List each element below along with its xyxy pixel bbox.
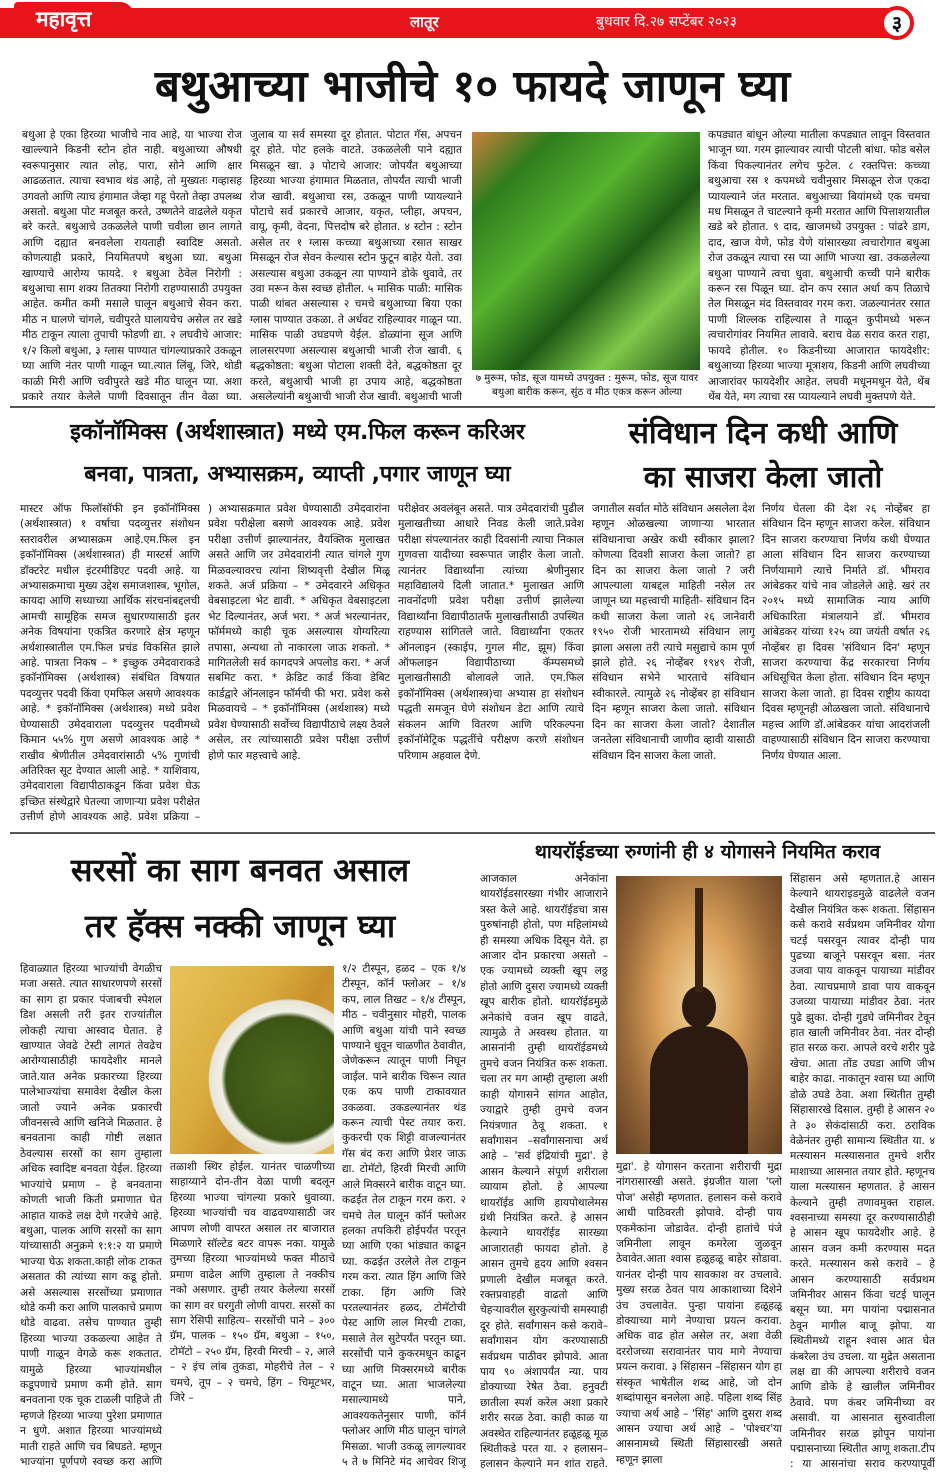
thyroid-column-2: मुद्रा'. हे योगासन करताना शरीराची मुद्रा नांगरासारखी असते. इंग्रजीत याला 'प्लो पोज' असेही म्हणतात. हलासन कसे करावे आधी पाठिवरती झोपावे. दोन्ही पाय एकमेकांना जोडावेत. दोन्ही हातांचे पंजे जमिनीला लावून कमरेला जुळवून ठेवावेत.आता श्वास हळूहळू बाहेर सोडावा. यानंतर दोन्ही पाय सावकाश वर उचलावे. मुख्य सरळ ठेवत पाय आकाशाच्या दिशेने उंच उचलावेत. पुन्हा पायांना हळूहळू डोक्याच्या मागे नेण्याचा प्रयत्न करावा. अधिक वाढ होत असेल तर, अशा वेळी दररोजच्या सरावानंतर पाय मागे नेण्याचा प्रयत्न करावा. ३ सिंहासन –सिंहासन योग हा संस्कृत भाषेतील शब्द आहे, जो दोन शब्दांपासून बनलेला आहे. पहिला शब्द सिंह ज्याचा अर्थ आहे – 'सिंह' आणि दुसरा शब्द आसन ज्याचा अर्थ आहे – 'पोश्चर'या आसनामध्ये स्थिती सिंहासारखी असते म्हणून झाला xyxy=(616,1161,782,1466)
issue-date: बुधवार दि.२७ सप्टेंबर २०२३ xyxy=(596,14,737,30)
sarson-column-1: हिवाळ्यात हिरव्या भाज्यांची वेगळीच मजा असते. त्यात साधारणपणे सरसों का साग हा प्रकार पंजाबची स्पेशल डिश असली तरी इतर राज्यांतील लोकही त्याचा आस्वाद घेतात. हे खाण्यात जेवढे टेस्टी लागतं तेवढेच आरोग्यासाठीही फायदेशीर मानले जाते.यात अनेक प्रकारच्या हिरव्या पालेभाज्यांचा समावेश देखील केला जातो ज्याने अनेक प्रकारची जीवनसत्त्वे आणि खनिजे मिळतात. हे बनवताना काही गोष्टी लक्षात ठेवल्यास सरसों का साग तुम्हाला अधिक स्वादिष्ट बनवता येईल. हिरव्या भाज्यांचे प्रमाण – हे बनवताना कोणती भाजी किती प्रमाणात घेत आहात याकडे लक्ष देणे गरजेचे आहे. बथुआ, पालक आणि सरसों का साग यांच्यासाठी अनुक्रमे १:१:२ या प्रमाणे भाज्या घेऊ शकता.काही लोक टाकत असतात की त्यांच्या साग कडू होतो. असे असल्यास सरसोंच्या प्रमाणात थोडे कमी करा आणि पालकाचे प्रमाण थोडे वाढवा. तसेच पाण्यात तुम्ही हिरव्या भाज्या उकळल्या आहेत ते पाणी गाळून वेगळे करू शकतात. यामुळे हिरव्या भाज्यांमधील कडूपणाचे प्रमाण कमी होते. साग बनवताना एक चूक टाळली पाहिजे ती म्हणजे हिरव्या भाज्या पुरेशा प्रमाणात न धुणे. अशात हिरव्या भाज्यांमध्ये माती राहते आणि चव बिघडते. म्हणून भाज्यांना पूर्णपणे स्वच्छ करा आणि xyxy=(20,963,162,1468)
bathua-column-3: ७ मुरूम, फोड, सूज यामध्ये उपयुक्त : मुरूम, फोड, सूज यावर बथुआ बारीक करून, सुंठ व मीठ एकत्र करून ओल्या xyxy=(475,373,699,398)
samvidhan-column-2: निर्णय घेतला की देश २६ नोव्हेंबर हा संविधान दिन म्हणून साजरा करेल. संविधान दिन साजरा करण्याचा निर्णय कधी घेण्यात आला संविधान दिन साजरा करण्याच्या निर्णयामागे त्याचे निर्माते डॉ. भीमराव आंबेडकर यांचे नाव जोडलेले आहे. खरं तर २०१५ मध्ये सामाजिक न्याय आणि अधिकारिता मंत्रालयाने डॉ. भीमराव आंबेडकर यांच्या १२५ व्या जयंती वर्षात २६ नोव्हेंबर हा दिवस 'संविधान दिन' म्हणून साजरा करण्याचा केंद्र सरकारचा निर्णय अधिसूचित केला होता. संविधान दिन म्हणून साजरा केला जातो. हा दिवस राष्ट्रीय कायदा दिवस म्हणूनही ओळखला जातो. संविधानाचे महत्त्व आणि डॉ.आंबेडकर यांचा आदरांजली वाहण्यासाठी संविधान दिन साजरा करण्याचा निर्णय घेण्यात आला. xyxy=(762,503,930,762)
economics-column-3: परीक्षेवर अवलंबून असते. पात्र उमेदवारांची पुढील मुलाखतीच्या आधारे निवड केली जाते.प्रवेश परीक्षा संपल्यानंतर काही दिवसांनी त्याचा निकाल गुणवत्ता यादीच्या स्वरूपात जाहीर केला जातो. त्यानंतर विद्यार्थ्यांना त्यांच्या श्रेणीनुसार महाविद्यालये दिली जातात.* मुलाखत आणि नावनोंदणी प्रवेश परीक्षा उत्तीर्ण झालेल्या विद्यार्थ्यांना विद्यापीठातर्फे मुलाखतीसाठी उपस्थित राहण्यास सांगितले जाते. विद्यार्थ्यांना एकतर ऑनलाइन (स्काईप, गुगल मीट, झूम) किंवा ऑफलाइन विद्यापीठाच्या कॅम्पसमध्ये मुलाखतीसाठी बोलावले जाते. एम.फिल इकॉनॉमिक्स (अर्थशास्त्र)चा अभ्यास हा संशोधन पद्धती समजून घेणे संशोधन डेटा आणि त्याचे संकलन आणि वितरण आणि परिकल्पना इकॉनॉमेट्रिक पद्धतींचे परीक्षण करणे संशोधन परिणाम अहवाल देणे. xyxy=(398,503,584,762)
thyroid-column-3: सिंहासन असे म्हणतात.हे आसन केल्याने थायराइडमुळे वाढलेले वजन देखील नियंत्रित करू शकता. सिंहासन कसे करावे सर्वप्रथम जमिनीवर योगा चटई पसरवून त्यावर दोन्ही पाय पुढच्या बाजूने पसरवून बसा. नंतर उजवा पाय वाकवून पायाच्या मांडीवर ठेवा. त्याचप्रमाणे डावा पाय वाकवून उजव्या पायाच्या मांडीवर ठेवा. नंतर पुढे झुका. दोन्ही गुडघे जमिनीवर टेवून हात खाली जमिनीवर ठेवा. नंतर दोन्ही हात सरळ करा. आपले वरचे शरीर पुढे खेचा. आता तोंड उघडा आणि जीभ बाहेर काढा. नाकातून श्वास घ्या आणि डोळे उघडे ठेवा. अशा स्थितीत तुम्ही सिंहासारखे दिसाल. तुम्ही हे आसन २० ते ३० सेकंदांसाठी करा. ठराविक वेळेनंतर तुम्ही सामान्य स्थितीत या. ४ मत्स्यासन मत्स्यासनात तुमचे शरीर माशाच्या आसनात तयार होते. म्हणूनच याला मत्स्यासन म्हणतात. हे आसन केल्याने तुम्ही तणावमुक्त राहाल. श्वसनाच्या समस्या दूर करण्यासाठीही हे आसन खूप फायदेशीर आहे. हे आसन वजन कमी करण्यास मदत करते. मत्स्यासन कसे करावे – हे आसन करण्यासाठी सर्वप्रथम जमिनीवर आसन किंवा चटई घालून बसून घ्या. मग पायांना पद्मासनात ठेवून मागील बाजू झोपा. या स्थितीमध्ये राहून श्वास आत घेत कंबरेला उंच उचला. या मुद्रेत असताना लक्ष द्या की आपल्या शरीराचे वजन आणि डोके हे खालील जमिनीवर ठेवावे. पण कंबर जमिनीच्या वर असावी. या आसनात सुरुवातीला जमिनीवर सरळ झोपून पायांना पद्मासनाच्या स्थितीत आणू शकता.टीप : या आसनांचा सराव करण्यापूर्वी xyxy=(790,873,935,1470)
samvidhan-headline-line-1: संविधान दिन कधी आणि xyxy=(628,416,898,451)
sarson-headline-line-1: सरसों का साग बनवत असाल xyxy=(70,851,410,889)
bathua-leaves-photo xyxy=(472,132,700,370)
silhouette-head xyxy=(682,986,716,1028)
sarson-column-3: १/२ टीस्पून, हळद – एक १/४ टीस्पून, कॉर्न फ्लोअर – १/४ कप, लाल तिखट – १/४ टीस्पून, मीठ – चवीनुसार मोहरी, पालक आणि बथुआ यांची पाने स्वच्छ पाण्याने धुवून चाळणीत ठेवावीत, जेणेकरून त्यातून पाणी निघून जाईल. पाने बारीक चिरून त्यात एक कप पाणी टाकावयात उकळवा. उकडल्यानंतर थंड करून त्याची पेस्ट तयार करा. कुकरची एक शिट्टी वाजल्यानंतर गॅस बंद करा आणि प्रेशर जाऊ द्या. टोमॅटो, हिरवी मिरची आणि आले मिक्सरने बारीक वाटून घ्या. कढईत तेल टाकून गरम करा. २ चमचे तेल घालून कॉर्न फ्लोअर हलका तपकिरी होईपर्यंत परतून घ्या आणि एका भांड्यात काढून घ्या. कढईत उरलेले तेल टाकून गरम करा. त्यात हिंग आणि जिरे टाका. हिंग आणि जिरे परतल्यानंतर हळद, टोमॅटोची पेस्ट आणि लाल मिरची टाका, मसाले तेल सुटेपर्यंत परतून घ्या. सरसोंची पाने कुकरमधून काढून घ्या आणि मिक्सरमध्ये बारीक वाटून घ्या. आता भाजलेल्या मसाल्यामध्ये पाने, आवश्यकतेनुसार पाणी, कॉर्न फ्लोअर आणि मीठ घालून चांगले मिसळा. भाजी उकळू लागल्यावर ५ ते ७ मिनिटे मंद आचेवर शिजू xyxy=(342,963,466,1468)
masthead-bar xyxy=(0,8,905,38)
bathua-column-1: बथुआ हे एका हिरव्या भाजीचे नाव आहे, या भाज्या रोज खाल्ल्याने किडनी स्टोन होत नाही. बथुआच्या औषधी स्वरूपानुसार त्यात लोह, पारा, सोने आणि क्षार आढळतात. त्याचा स्वभाव थंड आहे, तो मुख्यतः गव्हासह उगवतो आणि त्याच हंगामात जेव्हा गहू पेरतो तेव्हा उपलब्ध असतो. बथुआ पोट मजबूत करते, उष्णतेने वाढलेले यकृत बरे करते. बथुआचे उकळलेले पाणी चवीला छान लागते आणि दह्यात बनवलेला रायताही स्वादिष्ट असतो. कोणत्याही प्रकारे, नियमितपणे बथुआ घ्या. बथुआ खाण्याचे आरोग्य फायदे. १ बथुआ ठेवेल निरोगी : बथुआचा साग शक्य तितक्या निरोगी राहण्यासाठी उपयुक्त आहेत. कमीत कमी मसाले घालून बथुआचे सेवन करा. मीठ न घालणे चांगले, चवीपुरते घालायचेच असेल तर खडे मीठ टाकून त्याला तुपाची फोडणी द्या. २ लघवीचे आजार: १/२ किलो बथुआ, ३ ग्लास पाण्यात चांगल्याप्रकारे उकळून घ्या आणि नंतर पाणी गाळून घ्या.त्यात लिंबू, जिरे, थोडी काळी मिरी आणि चवीपुरते खडे मीठ घालून प्या. अशा प्रकारे तयार केलेले पाणी दिवसातून तीन वेळा घ्या. xyxy=(22,129,242,403)
economics-column-2: ) अभ्यासक्रमात प्रवेश घेण्यासाठी उमेदवारांना प्रवेश परीक्षेला बसणे आवश्यक आहे. प्रवेश परीक्षा उत्तीर्ण झाल्यानंतर, वैयक्तिक मुलाखत असते आणि जर उमेदवारांनी त्यात चांगले गुण मिळवल्यावरच त्यांना शिष्यवृत्ती देखील मिळू शकते. अर्ज प्रक्रिया – * उमेदवारने अधिकृत वेबसाइटला भेट द्यावी. * अधिकृत वेबसाइटला भेट दिल्यानंतर, अर्ज भरा. * अर्ज भरल्यानंतर, फॉर्ममध्ये काही चूक असल्यास योग्यरित्या तपासा, अन्यथा तो नाकारला जाऊ शकतो. * मागितलेली सर्व कागदपत्रे अपलोड करा. * अर्ज सबमिट करा. * क्रेडिट कार्ड किंवा डेबिट कार्डद्वारे ऑनलाइन फॉर्मची फी भरा. प्रवेश कसे मिळवायचे – * इकॉनॉमिक्स (अर्थशास्त्र) मध्ये प्रवेश घेण्यासाठी सर्वोच्च विद्यापीठाचे लक्ष्य ठेवले असेल, तर त्यांच्यासाठी प्रवेश परीक्षा उत्तीर्ण होणे फार महत्त्वाचे आहे. xyxy=(208,503,390,762)
economics-column-1: मास्टर ऑफ फिलॉसॉफी इन इकॉनॉमिक्स (अर्थशास्त्रात) १ वर्षाचा पदव्युत्तर संशोधन स्तरावरील अभ्यासक्रम आहे.एम.फिल इन इकॉनॉमिक्स (अर्थशास्त्रात) ही मास्टर्स आणि डॉक्टरेट मधील इंटरमीडिएट पदवी आहे. या अभ्यासक्रमाचा मुख्य उद्देश समाजशास्त्र, भूगोल, कायदा आणि सध्याच्या आर्थिक संरचनांबद्दलची आमची सामूहिक समज सुधारण्यासाठी इतर अनेक विषयांना एकत्रित करणारे क्षेत्र म्हणून अर्थशास्त्रातील एम.फिल प्रचंड विकसित झाले आहे. पात्रता निकष – * इच्छुक उमेदवाराकडे इकॉनॉमिक्स (अर्थशास्त्र) संबंधित विषयात पदव्युत्तर पदवी किंवा एमफिल असणे आवश्यक आहे. * इकॉनॉमिक्स (अर्थशास्त्र) मध्ये प्रवेश घेण्यासाठी उमेदवाराला पदव्युत्तर पदवीमध्ये किमान ५५% गुण असणे आवश्यक आहे * राखीव श्रेणीतील उमेदवारांसाठी ५% गुणांची अतिरिक्त सूट देण्यात आली आहे. * याशिवाय, उमेदवाराला विद्यापीठाकडून किंवा प्रवेश घेऊ इच्छित संस्थेद्वारे घेतल्या जाणाऱ्या प्रवेश परीक्षेत उत्तीर्ण होणे आवश्यक आहे. प्रवेश प्रक्रिया – xyxy=(20,503,200,824)
bathua-column-4: कपड्यात बांधून ओल्या मातीला कपड्यात लावून विस्तवात भाजून घ्या. गरम झाल्यावर त्याची पोटली बांधा. फोड बसेल किंवा पिकल्यानंतर लगेच फुटेल. ८ रक्तपित्त: कच्च्या बथुआचा रस १ कपमध्ये चवीनुसार मिसळून रोज एकदा प्यायल्याने जंत मरतात. बथुआच्या बियांमध्ये एक चमचा मध मिसळून ते चाटल्याने कृमी मरतात आणि पित्ताशयातील खडे बरे होतात. ९ दाद, खाजमध्ये उपयुक्त : पांढरे डाग, दाद, खाज येणे, फोड येणे यांसारख्या त्वचारोगात बथुआ रोज उकळून त्याचा रस प्या आणि भाज्या खा. उकळलेल्या बथुआ पाण्याने त्वचा धुवा. बथुआची कच्ची पाने बारीक करून रस पिळून घ्या. दोन कप रसात अर्धा कप तिळाचे तेल मिसळून मंद विस्तवावर गरम करा. जळल्यानंतर रसात पाणी शिल्लक राहिल्यास ते गाळून कुपीमध्ये भरून त्वचारोगांवर नियमित लावावे. बराच वेळ सराव करत राहा, फायदे होतील. १० किडनीच्या आजारात फायदेशीर: बथुआच्या हिरव्या भाज्या मूत्राशय, किडनी आणि लघवीच्या आजारांवर फायदेशीर आहेत. लघवी मधूनमधून येते, थेंब थेंब येते, मग त्याचा रस प्यायल्याने लघवी मुक्तपणे येते. xyxy=(708,129,930,403)
economics-headline-line-2: बनवा, पात्रता, अभ्यासक्रम, व्याप्ती ,पगार जाणून घ्या xyxy=(84,462,511,487)
silhouette-arms xyxy=(695,888,703,992)
silhouette-body xyxy=(650,1026,748,1154)
bathua-headline: बथुआच्या भाजीचे १० फायदे जाणून घ्या xyxy=(154,61,791,112)
masthead xyxy=(0,0,945,48)
bathua-column-2: जुलाब या सर्व समस्या दूर होतात. पोटात गॅस, अपचन दूर होते. पोट हलके वाटते. उकळलेली पाने दह्यात मिसळून खा. ३ पोटाचे आजार: जोपर्यंत बथुआच्या हिरव्या भाज्या हंगामात मिळतात, तोपर्यंत त्याची भाजी रोज खावी. बथुआचा रस, उकळून पाणी प्यायल्याने पोटाचे सर्व प्रकारचे आजार, यकृत, प्लीहा, अपचन, वायू, कृमी, वेदना, पित्तदोष बरे होतात. ४ स्टोन : स्टोन असेल तर १ ग्लास कच्च्या बथुआच्या रसात साखर मिसळून रोज सेवन केल्यास स्टोन फुटून बाहेर येतो. उवा असल्यास बथुआ उकळून त्या पाण्याने डोके धुवावे, तर उवा मरून केस स्वच्छ होतील. ५ मासिक पाळी: मासिक पाळी थांबत असल्यास २ चमचे बथुआच्या बिया एका ग्लास पाण्यात उकळा. ते अर्धवट राहिल्यावर गाळून प्या. मासिक पाळी उघडपणे येईल. डोळ्यांना सूज आणि लालसरपणा असल्यास बथुआची भाजी रोज खावी. ६ बद्धकोष्ठता: बथुआ पोटाला शक्ती देते, बद्धकोष्ठता दूर करते, बथुआची भाजी हा उपाय आहे, बद्धकोष्ठता असलेल्यांनी बथुआची भाजी रोज खावी. बथुआची भाजी xyxy=(250,129,462,403)
sarson-saag-photo xyxy=(170,966,334,1154)
section-divider xyxy=(10,406,935,408)
economics-headline-line-1: इकॉनॉमिक्स (अर्थशास्त्रात) मध्ये एम.फिल करून करिअर xyxy=(70,420,525,445)
edition-city: लातूर xyxy=(410,13,439,31)
thyroid-column-1: आजकाल अनेकांना थायरॉईडसारख्या गंभीर आजाराने त्रस्त केले आहे. थायरॉईडचा त्रास पुरुषांनाही होतो, पण महिलांमध्ये ही समस्या अधिक दिसून येते. हा आजार दोन प्रकारचा असतो – एक ज्यामध्ये व्यक्ती खूप लठ्ठ होतो आणि दुसरा ज्यामध्ये व्यक्ती खूप बारीक होतो. थायरॉईडमुळे अनेकांचे वजन खूप वाढते, त्यामुळे ते अस्वस्थ होतात. या आसनांनी तुम्ही थायरॉईडमध्ये तुमचे वजन नियंत्रित करू शकता. चला तर मग आम्ही तुम्हाला अशी काही योगासने सांगत आहोत, ज्याद्वारे तुम्ही तुमचे वजन नियंत्रणात ठेवू शकता. १ सर्वांगासन –सर्वांगासनाचा अर्थ आहे – 'सर्व इंद्रियांची मुद्रा'. हे आसन केल्याने संपूर्ण शरीराला व्यायाम होतो. हे आपल्या थायरॉईड आणि हायपोथालेमस ग्रंथी नियंत्रित करते. हे आसन केल्याने थायरॉईड सारख्या आजारातही फायदा होतो. हे आसन तुमचे हृदय आणि श्वसन प्रणाली देखील मजबूत करते. रक्तप्रवाहही वाढतो आणि चेहऱ्यावरील सुरकुत्यांची समस्याही दूर होते. सर्वांगासन कसे करावे– सर्वांगासन योग करण्यासाठी सर्वप्रथम पाठीवर झोपावे. आता पाय ९० अंशापर्यंत न्या. पाय डोक्याच्या रेषेत ठेवा. हनुवटी छातीला स्पर्श करेल अशा प्रकारे शरीर सरळ ठेवा. काही काळ या अवस्थेत राहिल्यानंतर हळूहळू मूळ स्थितीकडे परत या. २ हलासन– हलासन केल्याने मन शांत राहते. xyxy=(480,873,608,1470)
yoga-pose-photo xyxy=(616,876,782,1154)
page-number: ३ xyxy=(880,6,914,40)
newspaper-brand: महावृत्त xyxy=(14,2,134,38)
samvidhan-headline-line-2: का साजरा केला जातो xyxy=(643,460,883,495)
sarson-column-2: तळाशी स्थिर होईल. यानंतर चाळणीच्या साहाय्याने दोन-तीन वेळा पाणी बदलून हिरव्या भाज्या चांगल्या प्रकारे धुवाव्या. हिरव्या भाज्यांची चव वाढवण्यासाठी जर आपण लोणी वापरत असाल तर बाजारात मिळणारे सॉल्टेड बटर वापरू नका. यामुळे तुमच्या हिरव्या भाज्यांमध्ये फक्त मीठाचे प्रमाण वाढेल आणि तुम्हाला ते नक्कीच नको असणार. तुम्ही तयार केलेल्या सरसों का साग वर घरगुती लोणी वापरा. सरसों का साग रेसिपी साहित्य– सरसोंची पाने – ३०० ग्रॅम, पालक – १५० ग्रॅम, बथुआ – १५०, टोमॅटो – २५० ग्रॅम, हिरवी मिरची – २, आले – २ इंच लांब तुकडा, मोहरीचे तेल – २ चमचे, तूप – २ चमचे, हिंग – चिमूटभर, जिरे – xyxy=(170,1161,335,1405)
sarson-headline-line-2: तर हॅक्स नक्की जाणून घ्या xyxy=(84,907,396,945)
samvidhan-column-1: जगातील सर्वात मोठे संविधान असलेला देश म्हणून ओळखल्या जाणाऱ्या भारतात संविधानाचा अखेर कधी स्वीकार झाला? कोणत्या दिवशी साजरा केला जातो? हा दिन का साजरा केला जातो ? जरी आपल्याला याबद्दल माहिती नसेल तर जाणून घ्या महत्त्वाची माहिती- संविधान दिन कधी साजरा केला जातो २६ जानेवारी १९५० रोजी भारतामध्ये संविधान लागू झाला असला तरी त्याचे मसुद्याचे काम पूर्ण झाले होते. २६ नोव्हेंबर १९४९ रोजी, संविधान सभेने भारताचे संविधान स्वीकारले. त्यामुळे २६ नोव्हेंबर हा संविधान दिन म्हणून साजरा केला जातो. संविधान दिन का साजरा केला जातो? देशातील जनतेला संविधानाची जाणीव व्हावी यासाठी संविधान दिन साजरा केला जातो. xyxy=(592,503,755,762)
thyroid-headline: थायरॉईडच्या रुग्णांनी ही ४ योगासने नियमित कराव xyxy=(534,841,881,863)
